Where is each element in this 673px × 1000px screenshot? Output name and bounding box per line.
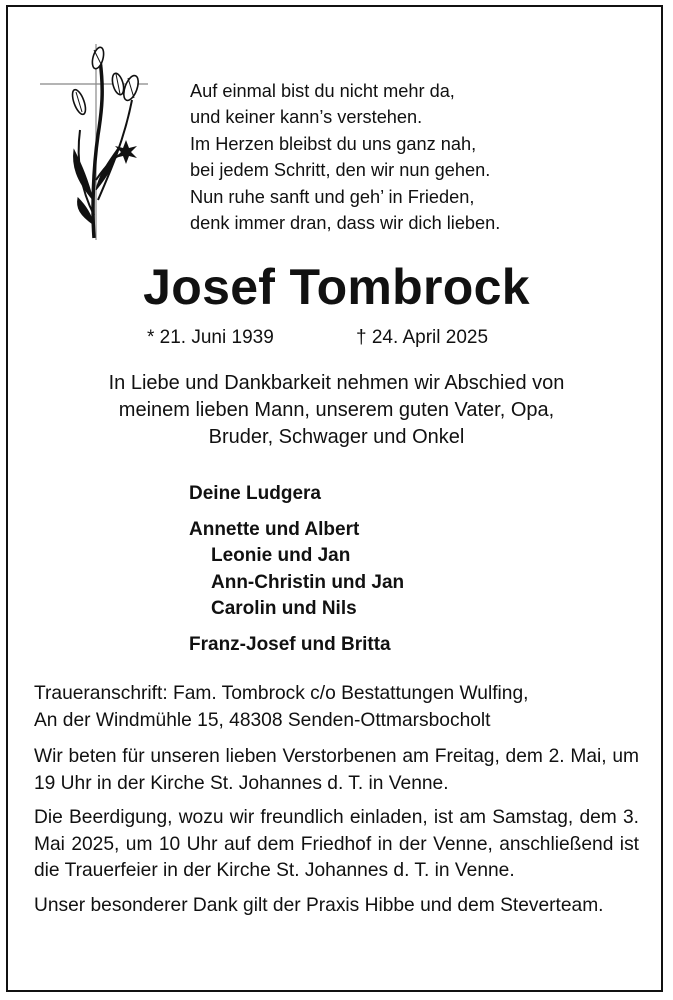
mourners-list xyxy=(189,481,404,658)
thanks-note: Unser besonderer Dank gilt der Praxis Hibbe und dem Steverteam. xyxy=(34,894,604,916)
mourner-grandchild: Carolin und Nils xyxy=(211,598,357,619)
poem-line: und keiner kann’s verstehen. xyxy=(190,107,423,128)
mourner-grandchild: Leonie und Jan xyxy=(211,545,351,566)
poem-line: bei jedem Schritt, den wir nun gehen. xyxy=(190,160,491,181)
death-date: † 24. April 2025 xyxy=(356,327,489,348)
intro-line: meinem lieben Mann, unserem guten Vater, Opa, xyxy=(118,399,555,421)
intro-line: In Liebe und Dankbarkeit nehmen wir Abschied von xyxy=(108,372,565,394)
address-line: An der Windmühle 15, 48308 Senden-Ottmarsbocholt xyxy=(34,709,491,731)
mourner-child: Franz-Josef und Britta xyxy=(189,633,391,655)
funeral-note: Die Beerdigung, wozu wir freundlich einladen, ist am Samstag, dem 3. Mai 2025, um 10 Uhr auf dem Friedhof in der Venne, anschließend ist die Trauerfeier in der Kirche St. Johannes d. T. in Venne. xyxy=(34,807,639,881)
farewell-intro xyxy=(0,370,673,451)
poem-line: Im Herzen bleibst du uns ganz nah, xyxy=(190,133,477,154)
intro-line: Bruder, Schwager und Onkel xyxy=(208,426,465,448)
service-notes xyxy=(34,744,639,927)
prayer-note: Wir beten für unseren lieben Verstorbenen am Freitag, dem 2. Mai, um 19 Uhr in der Kirche St. Johannes d. T. in Venne. xyxy=(34,746,639,794)
poem-line: denk immer dran, dass wir dich lieben. xyxy=(190,213,501,234)
mourner-grandchild: Ann-Christin und Jan xyxy=(211,571,405,593)
mourner-child: Annette und Albert xyxy=(189,518,360,540)
birth-date: * 21. Juni 1939 xyxy=(147,327,274,348)
cross-with-wheat-and-cornflower-icon xyxy=(36,40,156,245)
poem-line: Nun ruhe sanft und geh’ in Frieden, xyxy=(190,186,475,207)
mourning-address xyxy=(34,681,639,734)
poem-line: Auf einmal bist du nicht mehr da, xyxy=(190,81,455,101)
memorial-poem xyxy=(190,78,500,236)
deceased-name: Josef Tombrock xyxy=(143,259,530,315)
mourner-spouse: Deine Ludgera xyxy=(189,483,321,504)
address-line: Traueranschrift: Fam. Tombrock c/o Bestattungen Wulfing, xyxy=(34,683,529,704)
